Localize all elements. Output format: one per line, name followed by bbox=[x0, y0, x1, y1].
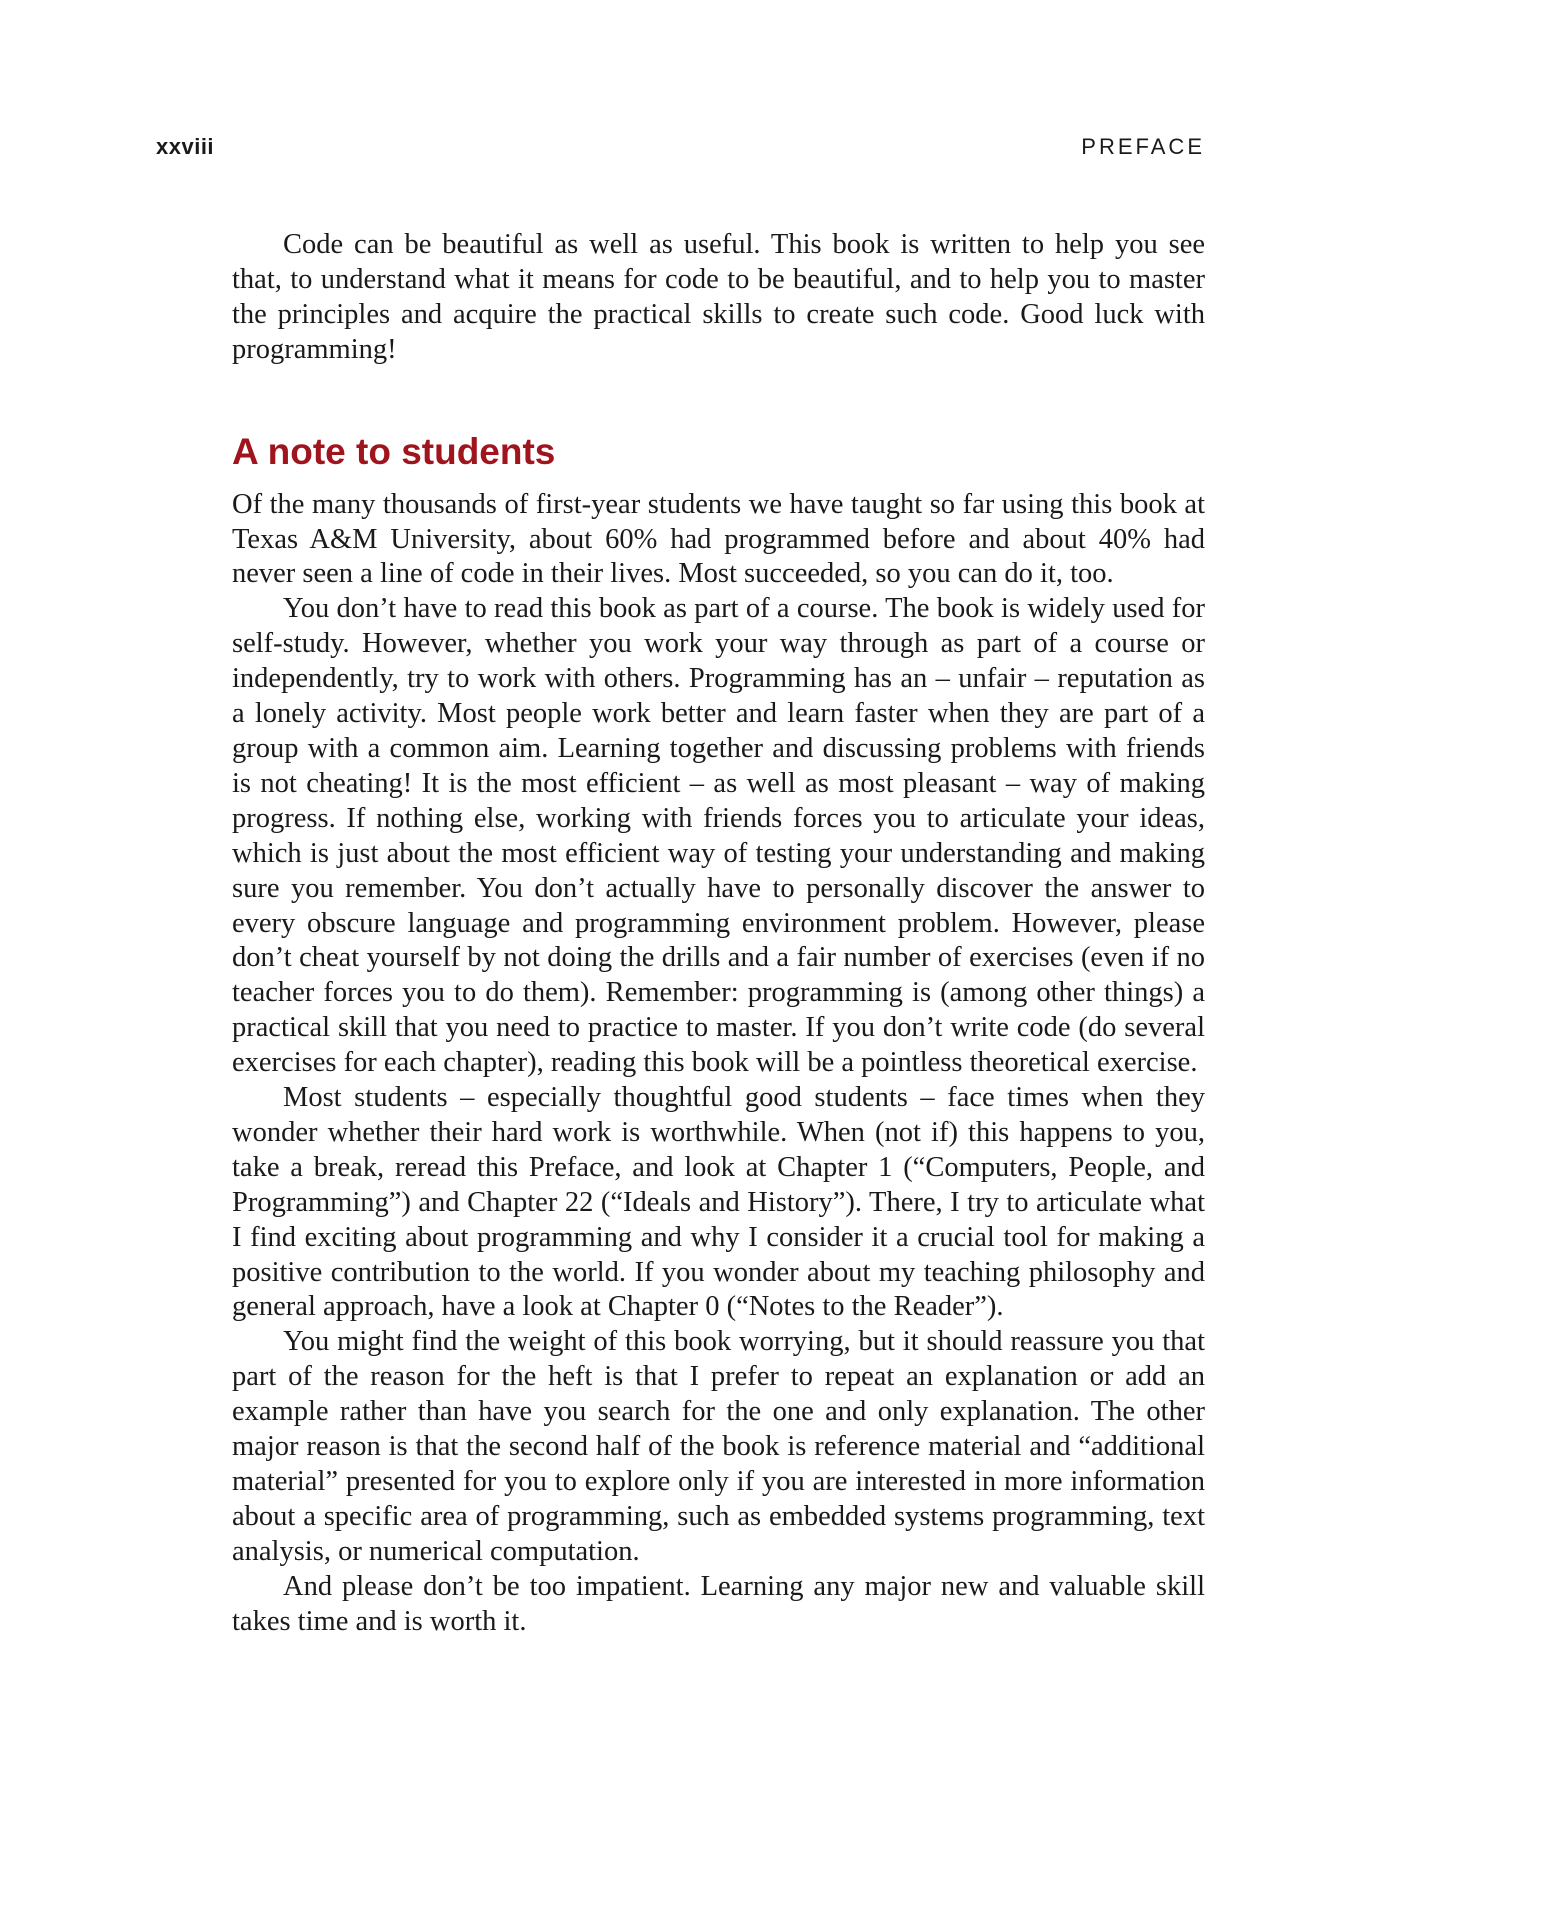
running-section-title: PREFACE bbox=[1081, 134, 1205, 159]
running-head bbox=[156, 134, 1205, 168]
paragraph: And please don’t be too impatient. Learning any major new and valuable skill takes time and is worth it. bbox=[232, 1570, 1205, 1637]
paragraph: You might find the weight of this book worrying, but it should reassure you that part of the reason for the heft is that I prefer to repeat an explanation or add an example rather than have you search for the one and only explanation. The other major reason is that the second half of the book is reference material and “additional material” presented for you to explore only if you are interested in more information about a specific area of programming, such as embedded systems programming, text analysis, or numerical computation. bbox=[232, 1326, 1205, 1567]
paragraph: Most students – especially thoughtful good students – face times when they wonder whether their hard work is worthwhile. When (not if) this happens to you, take a break, reread this Preface, and look at Chapter 1 (“Computers, People, and Programming”) and Chapter 22 (“Ideals and History”). There, I try to articulate what I find exciting about programming and why I consider it a crucial tool for making a positive contribution to the world. If you wonder about my teaching philosophy and general approach, have a look at Chapter 0 (“Notes to the Reader”). bbox=[232, 1082, 1205, 1323]
page-number: xxviii bbox=[156, 134, 215, 159]
section-heading: A note to students bbox=[232, 430, 556, 472]
intro-paragraph: Code can be beautiful as well as useful. This book is written to help you see that, to understand what it means for code to be beautiful, and to help you to master the principles and acquire the practical skills to create such code. Good luck with programming! bbox=[232, 229, 1205, 365]
paragraph: Of the many thousands of first-year students we have taught so far using this book at Texas A&M University, about 60% had programmed before and about 40% had never seen a line of code in their lives. Most succeeded, so you can do it, too. bbox=[232, 488, 1205, 590]
text-column bbox=[232, 228, 1205, 1640]
paragraph: You don’t have to read this book as part of a course. The book is widely used for self-study. However, whether you work your way through as part of a course or independently, try to work with others. Programming has an – unfair – reputation as a lonely activity. Most people work better and learn faster when they are part of a group with a common aim. Learning together and discussing problems with friends is not cheating! It is the most efficient – as well as most pleasant – way of making progress. If nothing else, working with friends forces you to articulate your ideas, which is just about the most efficient way of testing your understanding and making sure you remember. You don’t actually have to personally discover the answer to every obscure language and programming environment problem. However, please don’t cheat yourself by not doing the drills and a fair number of exercises (even if no teacher forces you to do them). Remember: programming is (among other things) a practical skill that you need to practice to master. If you don’t write code (do several exercises for each chapter), reading this book will be a pointless theoretical exercise. bbox=[232, 593, 1205, 1079]
